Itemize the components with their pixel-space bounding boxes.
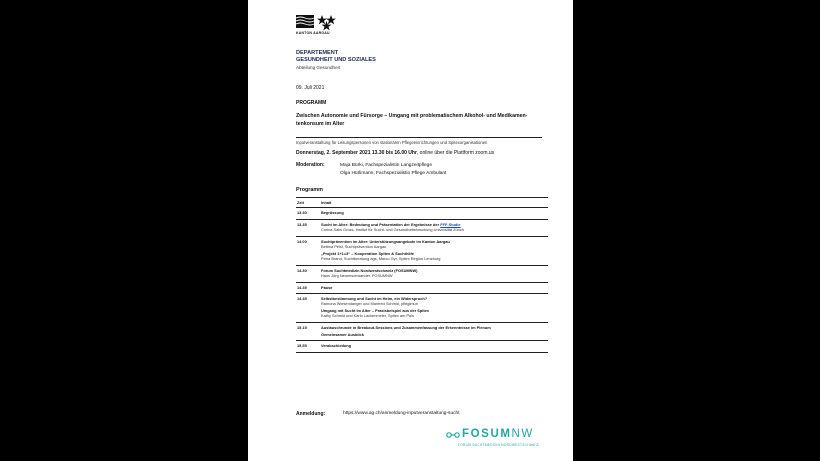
program-item-speaker: Kathy Schmid und Karin Lackenmeier, Spitex am Puls xyxy=(321,313,414,319)
table-row xyxy=(296,219,548,236)
registration-label: Anmeldung: xyxy=(296,411,326,417)
fosum-brand xyxy=(462,428,534,440)
row-content xyxy=(321,219,548,236)
program-item xyxy=(321,222,546,232)
program-item-title xyxy=(321,332,546,337)
table-row xyxy=(296,294,548,323)
event-intro: Inputveranstaltung für Leitungspersonen von stationären Pflegeeinrichtungen und Spitexorganisationen xyxy=(296,140,488,145)
department-line2: GESUNDHEIT UND SOZIALES xyxy=(296,57,376,63)
title-divider xyxy=(296,137,542,138)
department-line1: DEPARTEMENT xyxy=(296,50,339,56)
fosum-subtitle: FORUM SUCHTMEDIZIN NORDWESTSCHWEIZ xyxy=(458,443,540,447)
row-time: 13.30 xyxy=(296,208,321,220)
header-time: Zeit xyxy=(296,198,321,208)
program-item-title-text: Pause xyxy=(321,284,333,290)
department-sub: Abteilung Gesundheit xyxy=(296,65,340,70)
program-item-speaker: Hans Jörg Neuenschwander, FOSUMNW xyxy=(321,272,393,278)
program-item xyxy=(321,296,546,306)
department-block xyxy=(296,50,376,71)
program-item-title-text: Sucht im Alter: Bedeutung und Präsentation der Ergebnisse der xyxy=(321,221,441,227)
program-table-title: Programm xyxy=(296,187,323,193)
row-content xyxy=(321,323,548,341)
program-item-title-text: Austauschrunde in Breakout-Sessions und Zusammenfassung der Erkenntnisse im Plenum xyxy=(321,325,491,331)
event-datetime-rest: , online über die Plattform zoom.us xyxy=(416,150,495,156)
program-item-title-text: Gemeinsamer Ausblick xyxy=(321,331,364,337)
fosum-logo-icon xyxy=(446,430,460,440)
program-item-title xyxy=(321,210,546,215)
row-time: 14.35 xyxy=(296,282,321,294)
document-page xyxy=(248,0,573,461)
event-datetime-bold: Donnerstag, 2. September 2021 13.30 bis 16.00 Uhr xyxy=(296,150,417,156)
program-item-title-text: Begrüssung xyxy=(321,210,344,216)
program-item-title xyxy=(321,285,546,290)
moderator-name: Maja Bürki, Fachspezialistin Langzeitpflege xyxy=(340,163,432,168)
moderation-names xyxy=(340,162,446,178)
program-item-title xyxy=(321,343,546,348)
program-item xyxy=(321,308,546,318)
row-content xyxy=(321,341,548,353)
logo-caption: KANTON AARGAU xyxy=(296,31,330,35)
program-item xyxy=(321,325,546,330)
table-row xyxy=(296,341,548,353)
program-item-speaker: Bettina Peisl, Suchtprävention Aargau xyxy=(321,244,387,250)
program-item xyxy=(321,285,546,290)
program-item xyxy=(321,239,546,249)
row-time: 14.45 xyxy=(296,294,321,323)
event-datetime xyxy=(296,150,494,156)
row-content xyxy=(321,208,548,220)
row-time: 13.35 xyxy=(296,219,321,236)
program-item xyxy=(321,268,546,278)
table-row xyxy=(296,208,548,220)
row-time: 15.55 xyxy=(296,341,321,353)
row-content xyxy=(321,265,548,282)
program-item xyxy=(321,251,546,261)
fosum-brand-light: NW xyxy=(511,428,534,440)
moderation-label: Moderation: xyxy=(296,162,325,168)
table-header-row xyxy=(296,198,548,208)
program-item-title-text: Verabschiedung xyxy=(321,343,352,349)
header-content: Inhalt xyxy=(321,198,548,208)
row-content xyxy=(321,236,548,265)
document-date: 09. Juli 2021 xyxy=(296,85,325,91)
program-item xyxy=(321,332,546,337)
event-title: Zwischen Autonomie und Fürsorge – Umgang mit problematischem Alkohol- und Medikamen-tenkonsum im Alter xyxy=(296,113,528,127)
row-time: 15.15 xyxy=(296,323,321,341)
row-time: 14.30 xyxy=(296,265,321,282)
program-item-title xyxy=(321,325,546,330)
row-content xyxy=(321,282,548,294)
program-item-speaker: Petra Brand, Suchtberatung ags, Marco Gyr, Spitex Region Lenzburg xyxy=(321,255,441,261)
program-item-title-text: Forum Suchtmedizin Nordwestschweiz (FOSUMNW) xyxy=(321,267,418,273)
program-item-speaker: Corina Salis Gross, Institut für Sucht- und Gesundheitsforschung Universität Zürich xyxy=(321,227,464,233)
program-item-title-text: Selbstbestimmung und Sucht im Heim, ein Widerspruch? xyxy=(321,296,428,302)
program-heading: PROGRAMM xyxy=(296,100,327,106)
program-item-title-text: „Projekt 1+1=3“ – Kooperation Spitex & Suchthilfe xyxy=(321,250,414,256)
program-table xyxy=(296,197,548,353)
study-link[interactable]: FFF-Studie xyxy=(440,221,461,227)
row-content xyxy=(321,294,548,323)
fosum-brand-bold: FOSUM xyxy=(462,428,512,440)
table-row xyxy=(296,282,548,294)
program-item xyxy=(321,343,546,348)
program-item xyxy=(321,210,546,215)
registration-link[interactable]: https://www.ag.ch/anmeldung-inputveranstaltung-sucht xyxy=(343,411,460,416)
table-row xyxy=(296,323,548,341)
program-item-speaker: Ramona Wiesendanger und Manfred Schmid, pflegimuri xyxy=(321,301,418,307)
moderator-name: Olga Hürlimann, Fachspezialistin Pflege Ambulant xyxy=(340,171,447,176)
program-item-title-text: Umgang mit Sucht im Alter – Praxisbeispiel aus der Spitex xyxy=(321,308,429,314)
program-item-title-text: Suchtprävention im Alter: Unterstützungsangebote im Kanton Aargau xyxy=(321,238,450,244)
table-row xyxy=(296,265,548,282)
row-time: 14.00 xyxy=(296,236,321,265)
table-row xyxy=(296,236,548,265)
